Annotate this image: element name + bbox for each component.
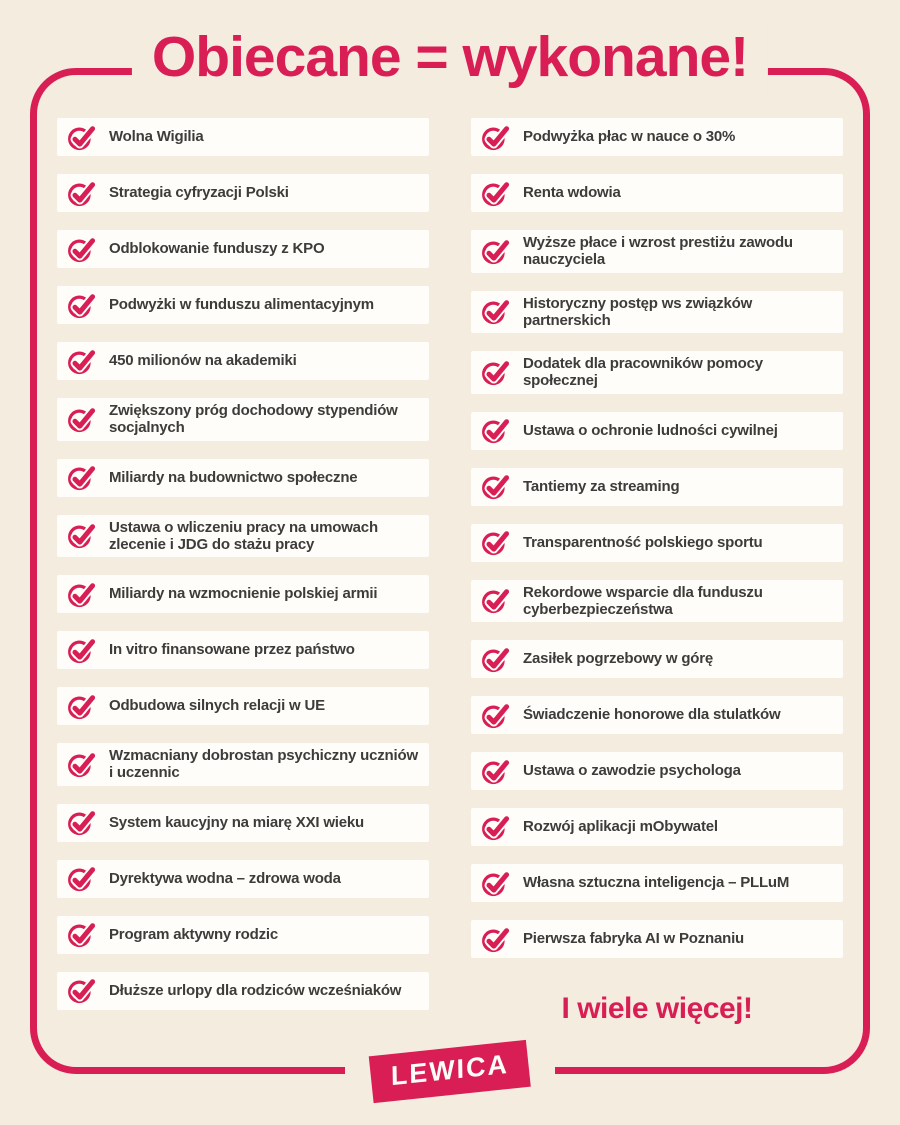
list-item (57, 398, 429, 441)
item-label: Zasiłek pogrzebowy w górę (523, 650, 714, 668)
checkmark-circle-icon (481, 473, 511, 500)
item-label: Odblokowanie funduszy z KPO (109, 240, 325, 258)
checkmark-circle-icon (481, 814, 511, 841)
item-label: Wzmacniany dobrostan psychiczny uczniów i uczennic (109, 747, 418, 782)
list-item (471, 808, 843, 846)
item-label: Świadczenie honorowe dla stulatków (523, 706, 781, 724)
checklist (57, 118, 843, 1026)
item-label: Transparentność polskiego sportu (523, 533, 763, 551)
item-label: Historyczny postęp ws związków partnerskich (523, 294, 753, 329)
checkmark-circle-icon (67, 124, 97, 151)
list-item (471, 696, 843, 734)
checkmark-circle-icon (481, 124, 511, 151)
list-item (57, 972, 429, 1010)
checkmark-circle-icon (67, 581, 97, 608)
checkmark-circle-icon (481, 417, 511, 444)
list-item (471, 580, 843, 623)
checkmark-circle-icon (481, 870, 511, 897)
list-item (471, 920, 843, 958)
list-item (57, 459, 429, 497)
item-label: Tantiemy za streaming (523, 477, 680, 495)
item-label: Odbudowa silnych relacji w UE (109, 697, 325, 715)
checkmark-circle-icon (67, 693, 97, 720)
checkmark-circle-icon (67, 464, 97, 491)
right-column-items (471, 118, 843, 958)
item-label: Rozwój aplikacji mObywatel (523, 818, 718, 836)
more-text: I wiele więcej! (561, 992, 753, 1025)
checkmark-circle-icon (67, 637, 97, 664)
checkmark-circle-icon (481, 359, 511, 386)
item-label: Strategia cyfryzacji Polski (109, 184, 289, 202)
checkmark-circle-icon (481, 529, 511, 556)
checkmark-circle-icon (67, 522, 97, 549)
item-label: Ustawa o wliczeniu pracy na umowach zlecenie i JDG do stażu pracy (109, 518, 378, 553)
list-item (57, 687, 429, 725)
item-label: Dyrektywa wodna – zdrowa woda (109, 869, 341, 887)
list-item (471, 468, 843, 506)
checkmark-circle-icon (67, 180, 97, 207)
item-label: Ustawa o zawodzie psychologa (523, 762, 741, 780)
item-label: Rekordowe wsparcie dla funduszu cyberbezpieczeństwa (523, 583, 763, 618)
list-item (471, 230, 843, 273)
item-label: Wyższe płace i wzrost prestiżu zawodu nauczyciela (523, 234, 793, 269)
item-label: Zwiększony próg dochodowy stypendiów socjalnych (109, 402, 398, 437)
list-item (471, 351, 843, 394)
item-label: Program aktywny rodzic (109, 925, 278, 943)
checkmark-circle-icon (67, 751, 97, 778)
item-label: Podwyżki w funduszu alimentacyjnym (109, 296, 374, 314)
list-item (57, 174, 429, 212)
item-label: System kaucyjny na miarę XXI wieku (109, 813, 364, 831)
item-label: Dodatek dla pracowników pomocy społecznej (523, 355, 763, 390)
list-item (57, 575, 429, 613)
list-item (471, 864, 843, 902)
lewica-logo-text: LEWICA (390, 1048, 510, 1092)
list-item (471, 524, 843, 562)
list-item (471, 118, 843, 156)
list-item (57, 286, 429, 324)
checkmark-circle-icon (481, 702, 511, 729)
checkmark-circle-icon (481, 587, 511, 614)
checkmark-circle-icon (481, 926, 511, 953)
item-label: Miliardy na budownictwo społeczne (109, 468, 358, 486)
item-label: Ustawa o ochronie ludności cywilnej (523, 421, 778, 439)
checklist-left-column (57, 118, 429, 1026)
checkmark-circle-icon (481, 238, 511, 265)
list-item (57, 743, 429, 786)
item-label: Podwyżka płac w nauce o 30% (523, 128, 736, 146)
checkmark-circle-icon (481, 180, 511, 207)
list-item (57, 804, 429, 842)
list-item (57, 118, 429, 156)
page-title: Obiecane = wykonane! (132, 20, 768, 98)
item-label: Wolna Wigilia (109, 128, 204, 146)
list-item (471, 752, 843, 790)
list-item (471, 640, 843, 678)
checkmark-circle-icon (67, 348, 97, 375)
checkmark-circle-icon (67, 921, 97, 948)
list-item (471, 174, 843, 212)
list-item (471, 412, 843, 450)
checkmark-circle-icon (67, 406, 97, 433)
checkmark-circle-icon (67, 977, 97, 1004)
item-label: Dłuższe urlopy dla rodziców wcześniaków (109, 981, 402, 999)
item-label: 450 milionów na akademiki (109, 352, 297, 370)
list-item (57, 230, 429, 268)
list-item (57, 631, 429, 669)
list-item (471, 291, 843, 334)
item-label: Renta wdowia (523, 184, 621, 202)
item-label: In vitro finansowane przez państwo (109, 641, 355, 659)
checkmark-circle-icon (481, 758, 511, 785)
item-label: Miliardy na wzmocnienie polskiej armii (109, 585, 378, 603)
list-item (57, 342, 429, 380)
list-item (57, 916, 429, 954)
list-item (57, 515, 429, 558)
checkmark-circle-icon (67, 236, 97, 263)
item-label: Własna sztuczna inteligencja – PLLuM (523, 874, 790, 892)
item-label: Pierwsza fabryka AI w Poznaniu (523, 930, 745, 948)
list-item (57, 860, 429, 898)
checklist-right-column (471, 118, 843, 1026)
checkmark-circle-icon (481, 646, 511, 673)
checkmark-circle-icon (67, 292, 97, 319)
checkmark-circle-icon (481, 298, 511, 325)
checkmark-circle-icon (67, 809, 97, 836)
checkmark-circle-icon (67, 865, 97, 892)
